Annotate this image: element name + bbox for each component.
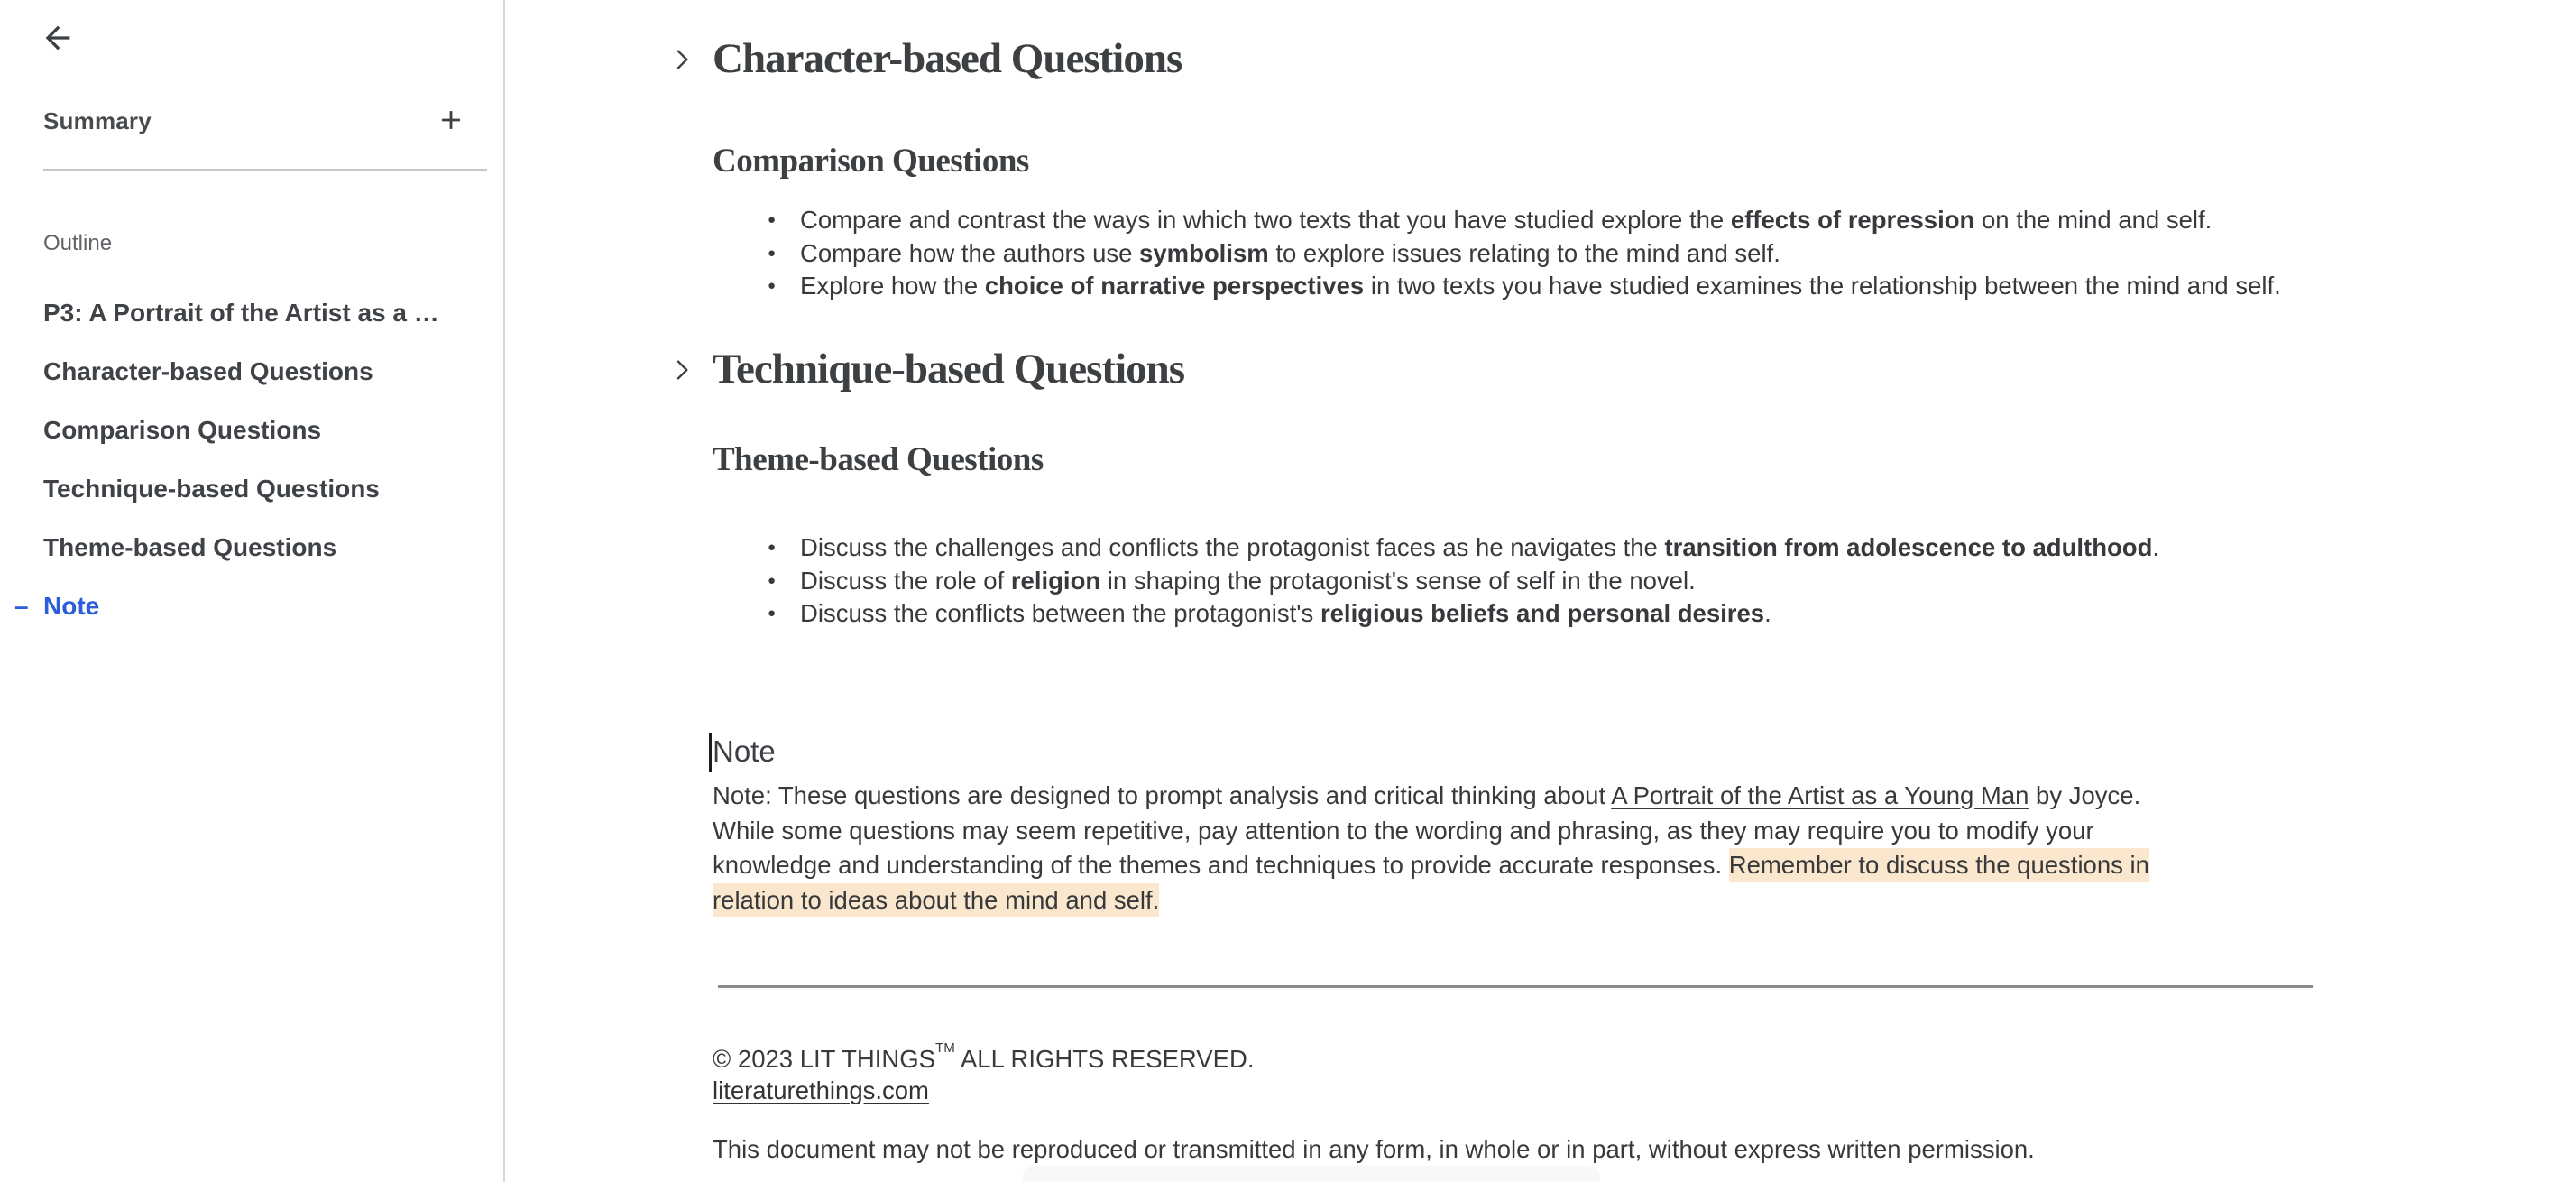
outline-item-technique-based-questions[interactable]: Technique-based Questions [43, 475, 380, 503]
summary-header [43, 101, 469, 141]
heading-note[interactable]: Note [713, 734, 776, 768]
collapse-heading-character-button[interactable] [662, 40, 702, 79]
bullet-item[interactable]: ● Discuss the conflicts between the protagonist's religious beliefs and personal desires. [766, 597, 2369, 631]
theme-questions-list [766, 531, 2369, 631]
bullet-item[interactable]: ● Discuss the challenges and conflicts the protagonist faces as he navigates the transition from adolescence to adulthood. [766, 531, 2369, 565]
arrow-left-icon [40, 45, 76, 59]
outline-label: Outline [43, 231, 113, 255]
note-paragraph[interactable]: Note: These questions are designed to prompt analysis and critical thinking about A Portrait of the Artist as a Young Man by Joyce. While some questions may seem repetitive, pay attention to the wording and phrasing, as they may require you to modify your knowledge and understanding of the themes and techniques to provide accurate responses. Remember to discuss the questions in relation to ideas about the mind and self. [713, 779, 2354, 918]
heading-technique-based-questions[interactable]: Technique-based Questions [713, 346, 1185, 392]
outline-sidebar [0, 0, 505, 1182]
bullet-item[interactable]: ● Discuss the role of religion in shaping the protagonist's sense of self in the novel. [766, 565, 2369, 598]
plus-icon [436, 125, 466, 138]
heading-character-based-questions[interactable]: Character-based Questions [713, 35, 1182, 82]
bullet-item[interactable]: ● Explore how the choice of narrative perspectives in two texts you have studied examines the relationship between the mind and self. [766, 270, 2369, 303]
disclaimer-text[interactable]: This document may not be reproduced or transmitted in any form, in whole or in part, without express written permission. [713, 1135, 2035, 1163]
close-outline-button[interactable] [34, 14, 81, 61]
active-item-marker: – [14, 592, 29, 620]
bullet-item[interactable]: ● Compare how the authors use symbolism to explore issues relating to the mind and self. [766, 237, 2369, 271]
outline-item-note-label: Note [43, 592, 100, 620]
comparison-questions-list [766, 204, 2369, 303]
collapse-heading-technique-button[interactable] [662, 350, 702, 390]
chevron-right-icon [667, 63, 696, 77]
bottom-popup-edge [1023, 1166, 1600, 1182]
horizontal-rule [718, 985, 2313, 988]
add-summary-button[interactable] [433, 103, 469, 139]
heading-theme-based-questions[interactable]: Theme-based Questions [713, 441, 1044, 478]
outline-list [0, 283, 503, 635]
outline-item-note[interactable] [0, 577, 503, 635]
literaturethings-link[interactable]: literaturethings.com [713, 1076, 929, 1104]
heading-comparison-questions[interactable]: Comparison Questions [713, 143, 1029, 180]
summary-divider [43, 169, 487, 171]
chevron-right-icon [667, 374, 696, 387]
outline-item-theme-based-questions[interactable]: Theme-based Questions [43, 533, 337, 561]
document-canvas[interactable] [507, 0, 2576, 1182]
bullet-item[interactable]: ● Compare and contrast the ways in which two texts that you have studied explore the effects of repression on the mind and self. [766, 204, 2369, 237]
text-cursor [709, 733, 712, 772]
copyright-text[interactable]: © 2023 LIT THINGS™ ALL RIGHTS RESERVED. [713, 1040, 1255, 1074]
outline-item-comparison-questions[interactable]: Comparison Questions [43, 416, 322, 444]
outline-item-character-based-questions[interactable]: Character-based Questions [43, 357, 373, 385]
summary-label: Summary [43, 106, 152, 134]
outline-item-p3-portrait[interactable]: P3: A Portrait of the Artist as a … [43, 299, 439, 327]
